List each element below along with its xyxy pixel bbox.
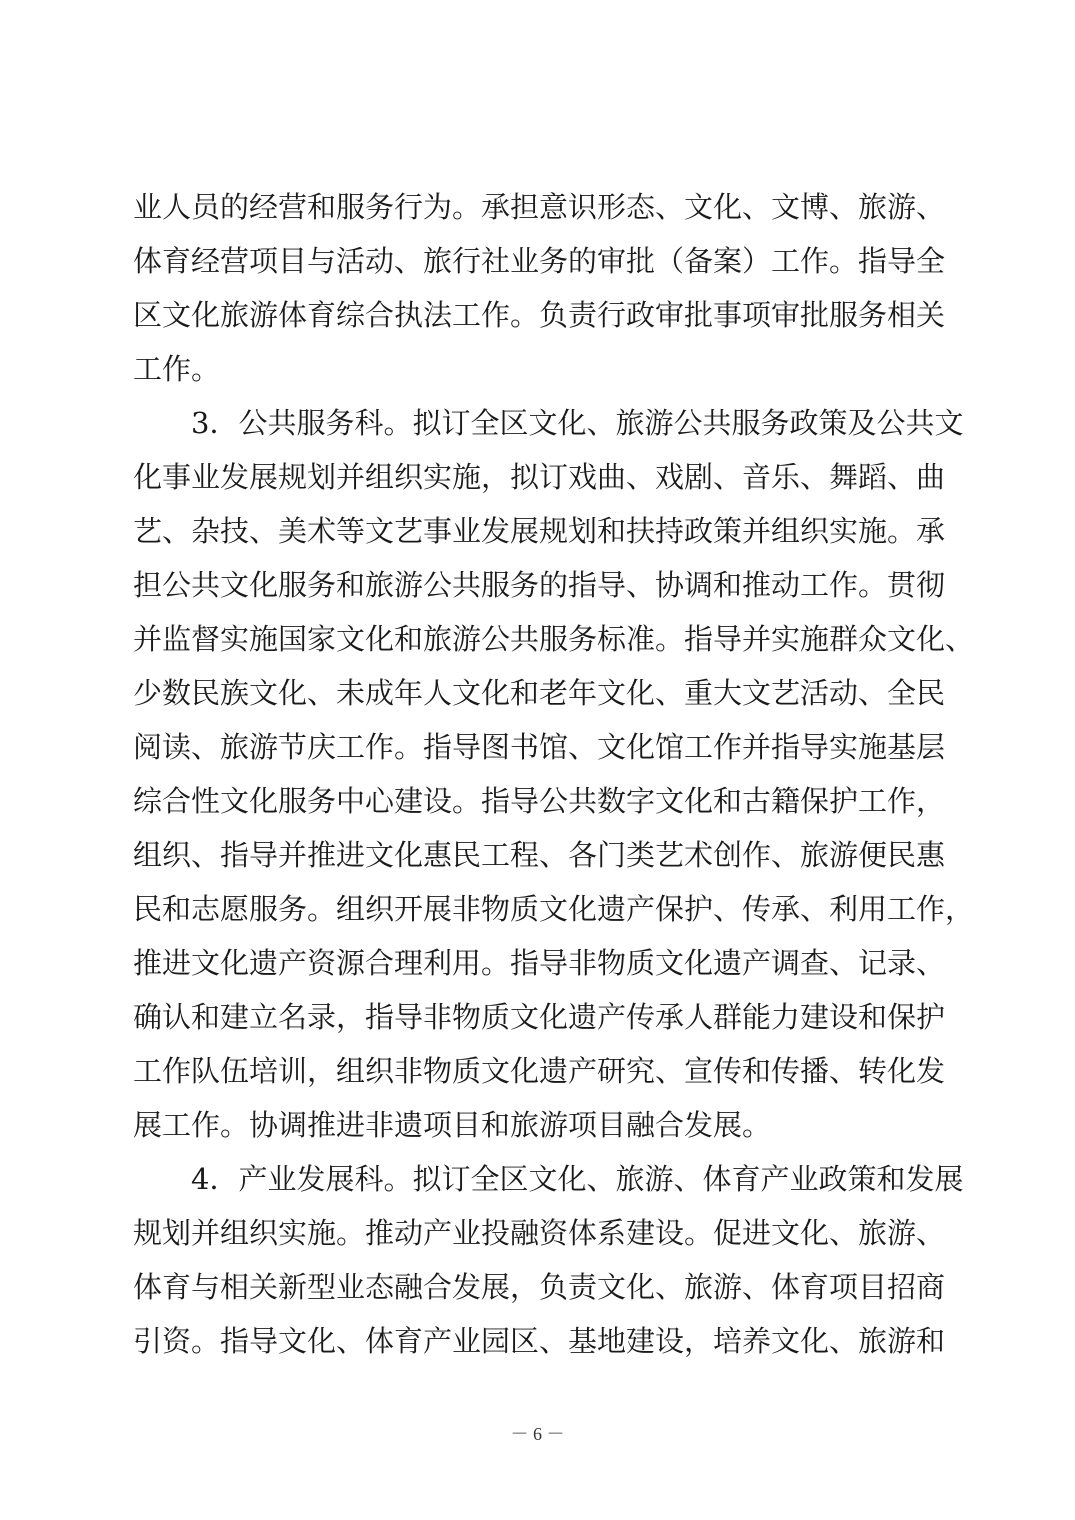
- text-line: 担公共文化服务和旅游公共服务的指导、协调和推动工作。贯彻: [133, 568, 946, 602]
- text-line: 阅读、旅游节庆工作。指导图书馆、文化馆工作并指导实施基层: [133, 730, 946, 764]
- paragraph-public-service: [133, 396, 975, 1152]
- body-text: [133, 180, 975, 1368]
- text-line: 3．公共服务科。拟订全区文化、旅游公共服务政策及公共文: [191, 406, 964, 440]
- paragraph-industry-development: [133, 1152, 964, 1368]
- text-line: 综合性文化服务中心建设。指导公共数字文化和古籍保护工作，: [133, 784, 946, 818]
- text-line: 组织、指导并推进文化惠民工程、各门类艺术创作、旅游便民惠: [133, 838, 946, 872]
- text-line: 引资。指导文化、体育产业园区、基地建设，培养文化、旅游和: [133, 1324, 946, 1358]
- page-number: － 6 －: [510, 1424, 565, 1444]
- text-line: 区文化旅游体育综合执法工作。负责行政审批事项审批服务相关: [133, 298, 946, 332]
- text-line: 4．产业发展科。拟订全区文化、旅游、体育产业政策和发展: [191, 1162, 964, 1196]
- text-line: 少数民族文化、未成年人文化和老年文化、重大文艺活动、全民: [133, 676, 946, 710]
- text-line: 化事业发展规划并组织实施，拟订戏曲、戏剧、音乐、舞蹈、曲: [133, 460, 946, 494]
- text-line: 民和志愿服务。组织开展非物质文化遗产保护、传承、利用工作，: [133, 892, 975, 926]
- text-line: 体育经营项目与活动、旅行社业务的审批（备案）工作。指导全: [133, 244, 946, 278]
- text-line: 规划并组织实施。推动产业投融资体系建设。促进文化、旅游、: [133, 1216, 946, 1250]
- text-line: 推进文化遗产资源合理利用。指导非物质文化遗产调查、记录、: [133, 946, 946, 980]
- text-line: 工作。: [133, 352, 221, 386]
- text-line: 业人员的经营和服务行为。承担意识形态、文化、文博、旅游、: [133, 190, 946, 224]
- paragraph-continuation: [133, 180, 946, 396]
- text-line: 工作队伍培训，组织非物质文化遗产研究、宣传和传播、转化发: [133, 1054, 946, 1088]
- text-line: 并监督实施国家文化和旅游公共服务标准。指导并实施群众文化、: [133, 622, 975, 656]
- text-line: 展工作。协调推进非遗项目和旅游项目融合发展。: [133, 1108, 772, 1142]
- text-line: 体育与相关新型业态融合发展，负责文化、旅游、体育项目招商: [133, 1270, 946, 1304]
- text-line: 艺、杂技、美术等文艺事业发展规划和扶持政策并组织实施。承: [133, 514, 946, 548]
- text-line: 确认和建立名录，指导非物质文化遗产传承人群能力建设和保护: [133, 1000, 946, 1034]
